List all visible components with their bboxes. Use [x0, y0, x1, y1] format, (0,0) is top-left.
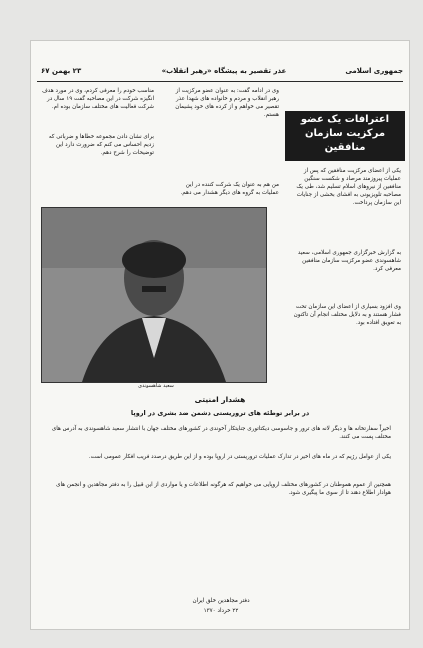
notice-subtitle: در برابر توطئه های تروریستی دشمن ضد بشری در اروپا	[130, 409, 310, 417]
left-column-para-2: برای نشان دادن مجموعه خطاها و ضرباتی که زدیم احساس می کنم که ضرورت دارد این توضیحات را شرح دهم.	[48, 134, 154, 156]
article-date: ۲۳ بهمن ۶۷	[41, 67, 82, 75]
paper-name: جمهوری اسلامی	[345, 67, 403, 75]
left-column-para-1: مناسب خودم را معرفی کردم، وی در مورد هدف انگیزه شرکت در این مصاحبه گفت ۱۹ سال در شرکت فعالیت های مختلف سازمان بوده ام.	[41, 88, 154, 110]
right-column-para-2: به گزارش خبرگزاری جمهوری اسلامی، سعید شاهسوندی عضو مرکزیت سازمان منافقین معرفی کرد.	[297, 250, 401, 272]
portrait-photo	[41, 207, 267, 383]
middle-column-para-1: وی در ادامه گفت: به عنوان عضو مرکزیت از رهبر انقلاب و مردم و خانواده های شهدا عذر تقصیر می خواهم و از کرده های خود پشیمان هستم.	[175, 88, 279, 118]
portrait-illustration	[42, 208, 266, 382]
document-page	[30, 40, 410, 630]
notice-title: هشدار امنیتی	[194, 395, 246, 404]
article-headline: عذر تقصیر به پیشگاه «رهبر انقلاب»	[161, 67, 287, 75]
banner-line-2: مرکزیت سازمان منافقین	[304, 128, 386, 153]
headline-banner	[285, 111, 405, 161]
notice-paragraph: همچنین از عموم هموطنان در کشورهای مختلف اروپایی می خواهیم که هرگونه اطلاعات و یا مواردی از این قبیل را به دفتر مجاهدین و انجمن های هوادار اطلاع دهند تا از سوی ما پیگیری شود.	[56, 482, 391, 496]
right-column-para-3: وی افزود بسیاری از اعضای این سازمان تحت فشار هستند و به دلایل مختلف انجام آن تاکنون به تعویق افتاده بود.	[293, 304, 401, 326]
banner-line-1: اعترافات یک عضو	[300, 114, 390, 125]
notice-signature: دفتر مجاهدین خلق ایران	[192, 598, 250, 604]
notice-paragraph: اخیراً سفارتخانه ها و دیگر لانه های ترور و جاسوسی دیکتاتوری جنایتکار آخوندی در کشورهای مختلف جهان با انتشار سعید شاهسوندی به آدرس های مختلف پست می کنند.	[51, 426, 391, 440]
photo-caption: سعید شاهسوندی	[138, 383, 174, 389]
header-rule	[37, 81, 403, 82]
notice-paragraph: یکی از عوامل رژیم که در ماه های اخیر در تدارک عملیات تروریستی در اروپا بوده و از این طریق درصدد فریب افکار عمومی است.	[88, 454, 391, 460]
right-column-para-1: یکی از اعضای مرکزیت منافقین که پس از عملیات پیروزمند مرصاد و شکست سنگین منافقین از نیروهای اسلام تسلیم شد، طی یک مصاحبه تلویزیونی به افشای بخشی از جنایات این سازمان پرداخت.	[296, 168, 401, 206]
middle-column-para-2: من هم به عنوان یک شرکت کننده در این عملیات به گروه های دیگر هشدار می دهم.	[180, 182, 279, 196]
notice-signature-date: ۲۲ خرداد ۱۳۷۰	[203, 608, 239, 614]
